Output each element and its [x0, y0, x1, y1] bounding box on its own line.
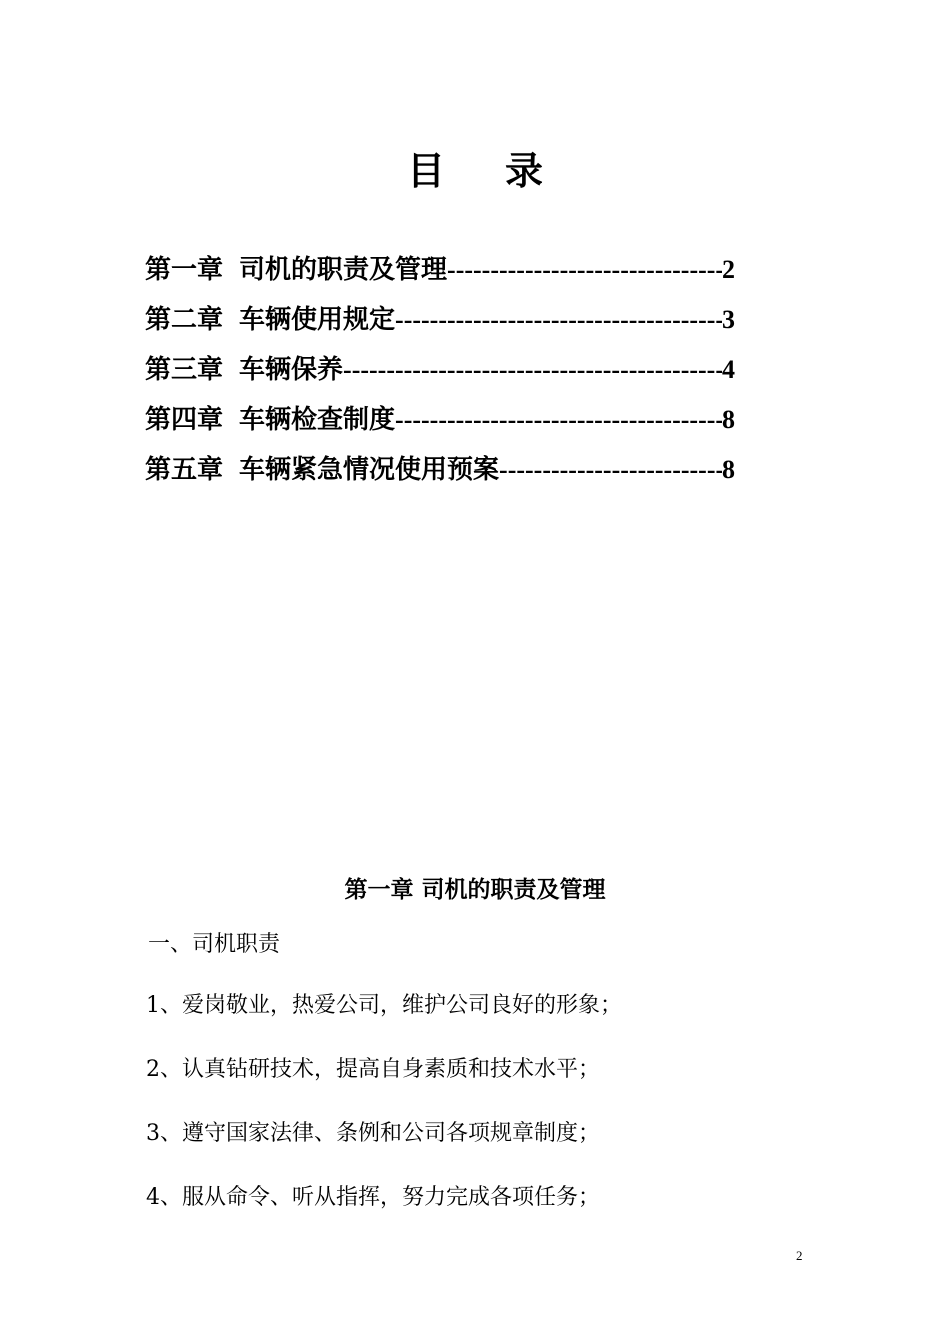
toc-title — [0, 146, 950, 196]
toc-entry-2[interactable] — [145, 298, 735, 348]
toc-entry-chapter: 第一章 — [145, 255, 224, 285]
toc-entry-chapter: 第四章 — [145, 405, 224, 435]
toc-dot-leader — [447, 248, 722, 292]
toc-entry-page: 4 — [722, 355, 735, 384]
chapter-heading: 第一章 司机的职责及管理 — [344, 877, 606, 903]
duty-item-3: 3、遵守国家法律、条例和公司各项规章制度； — [146, 1121, 600, 1146]
toc-entry-5[interactable] — [145, 448, 735, 498]
toc-dot-leader — [395, 398, 722, 442]
toc-dot-leader — [395, 298, 722, 342]
toc-title-left: 目 — [406, 149, 445, 193]
toc-entry-1[interactable] — [145, 248, 735, 298]
toc-entry-chapter: 第二章 — [145, 305, 224, 335]
toc-entry-page: 2 — [722, 255, 735, 284]
toc-entry-name: 车辆使用规定 — [239, 305, 396, 335]
toc-entry-3[interactable] — [145, 348, 735, 398]
toc-entry-name: 车辆检查制度 — [239, 405, 396, 435]
toc-entry-chapter: 第五章 — [145, 455, 224, 485]
toc-entry-page: 3 — [722, 305, 735, 334]
table-of-contents — [145, 248, 735, 498]
toc-entry-name: 车辆紧急情况使用预案 — [239, 455, 500, 485]
page-number: 2 — [796, 1248, 803, 1263]
section-title: 一、司机职责 — [148, 932, 281, 957]
duty-item-1: 1、爱岗敬业，热爱公司，维护公司良好的形象； — [146, 993, 622, 1018]
duty-item-4: 4、服从命令、听从指挥，努力完成各项任务； — [146, 1185, 600, 1210]
toc-entry-page: 8 — [722, 405, 735, 434]
toc-entry-name: 司机的职责及管理 — [239, 255, 448, 285]
toc-entry-page: 8 — [722, 455, 735, 484]
toc-entry-4[interactable] — [145, 398, 735, 448]
toc-entry-chapter: 第三章 — [145, 355, 224, 385]
toc-dot-leader — [343, 348, 722, 392]
duty-item-2: 2、认真钻研技术，提高自身素质和技术水平； — [146, 1057, 600, 1082]
toc-title-right: 录 — [505, 149, 544, 193]
toc-entry-name: 车辆保养 — [239, 355, 344, 385]
toc-dot-leader — [499, 448, 722, 492]
